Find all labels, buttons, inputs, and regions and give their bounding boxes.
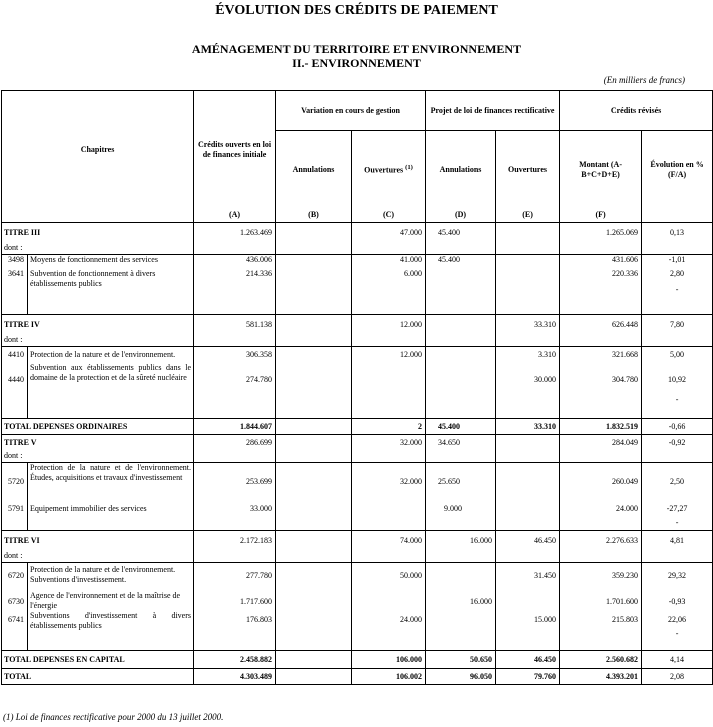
table-row: TITRE V 286.699 32.000 34.650 284.049 -0,92 (2, 435, 713, 451)
header-annulations-b: Annulations (276, 131, 352, 209)
col-a: (A) (194, 209, 276, 223)
header-evolution: Évolution en % (F/A) (642, 131, 713, 209)
table-row: TITRE VI 2.172.183 74.000 16.000 46.450 2.276.633 4,81 (2, 531, 713, 551)
col-c: (C) (352, 209, 426, 223)
col-d: (D) (426, 209, 496, 223)
table-row: TITRE IV 581.138 12.000 33.310 626.448 7,80 (2, 315, 713, 335)
section-title: AMÉNAGEMENT DU TERRITOIRE ET ENVIRONNEMENT (191, 42, 522, 56)
table-row: 6741 Subventions d'investissement à divers établissements publics 176.803 24.000 15.000 215.803 22,06 - (2, 611, 713, 651)
subsection-title: II.- ENVIRONNEMENT (292, 56, 421, 70)
footnote: (1) Loi de finances rectificative pour 2000 du 13 juillet 2000. (3, 712, 224, 722)
header-credits-revises: Crédits révisés (560, 91, 713, 131)
table-row: 5720 Protection de la nature et de l'environnement. Études, acquisitions et travaux d'investissement 253.699 32.000 25.650 260.049 2,50 (2, 463, 713, 501)
table-row: 6730 Agence de l'environnement et de la maîtrise de l'énergie 1.717.600 16.000 1.701.600 -0,93 (2, 589, 713, 611)
header-montant: Montant (A-B+C+D+E) (560, 131, 642, 209)
table-row: TITRE III 1.263.469 47.000 45.400 1.265.069 0,13 (2, 223, 713, 243)
table-row: TOTAL 4.303.489 106.002 96.050 79.760 4.393.201 2,08 (2, 669, 713, 685)
header-chapitres: Chapitres (2, 91, 194, 209)
header-ouvertures-e: Ouvertures (496, 131, 560, 209)
table-row: TOTAL DEPENSES ORDINAIRES 1.844.607 2 45.400 33.310 1.832.519 -0,66 (2, 419, 713, 435)
col-b: (B) (276, 209, 352, 223)
credits-table: Chapitres Crédits ouverts en loi de finances initiale Variation en cours de gestion Projet de loi de finances rectificative Crédits révisés Annulations Ouvertures $^{(1)}$ Annulations Ouvertures Montant (A-B+C+D+E) Évolution en % (F/A) (A) (B) (C) (D) (E) (F) TITRE III 1.263.469 47.000 45.400 1.265.069 0,13 dont : 3498 Moyens de fonctionnement des services 436.006 41.000 45.400 431.606 -1,01 3641 Subvention de fonctionnement à divers établissements publics 214.336 6.000 220.336 2,80 - TITRE IV 581.138 12.000 33.310 626.448 7,80 dont : 4410 Protection de la nature et de l'environnement. 306.358 12.000 3.310 321.668 5,00 4440 Subvention aux établissements publics dans le domaine de la protection et de la sûreté nucléaire 274.780 30.000 304.780 10,92 - TOTAL DEPENSES ORDINAIRES 1.844.607 2 45.400 33.310 1.832.519 -0,66 TITRE V 286.699 32.000 34.650 284.049 -0,92 dont : 5720 Protection de la nature et de l'environnement. Études, acquisitions et travaux d'investissement 253.699 32.000 25.650 260.049 2,50 5791 Equipement immobilier des services 33.000 9.000 24.000 -27,27 - TITRE VI 2.172.183 74.000 16.000 46.450 2.276.633 4,81 dont : 6720 Protection de la nature et de l'environnement. Subventions d'investissement. 277.780 50.000 31.450 359.230 29,32 6730 Agence de l'environnement et de la maîtrise de l'énergie 1.717.600 16.000 1.701.600 -0,93 6741 Subventions d'investissement à divers établissements publics 176.803 24.000 15.000 215.803 22,06 - TOTAL DEPENSES EN CAPITAL 2.458.882 106.000 50.650 46.450 2.560.682 4,14 TOTAL 4.303.489 106.002 96.050 79.760 4.393.201 2,08 (1, 90, 713, 685)
header-annulations-d: Annulations (426, 131, 496, 209)
page-title: ÉVOLUTION DES CRÉDITS DE PAIEMENT (215, 3, 498, 18)
table-row: 3641 Subvention de fonctionnement à divers établissements publics 214.336 6.000 220.336 2,80 - (2, 269, 713, 315)
header-ouvertures-c: Ouvertures $^{(1)}$ (352, 131, 426, 209)
footnote-ref: (1) (405, 164, 413, 172)
unit-note: (En milliers de francs) (603, 75, 685, 85)
col-f: (F) (560, 209, 642, 223)
table-row: 3498 Moyens de fonctionnement des services 436.006 41.000 45.400 431.606 -1,01 (2, 255, 713, 269)
table-row: 5791 Equipement immobilier des services 33.000 9.000 24.000 -27,27 - (2, 501, 713, 531)
col-e: (E) (496, 209, 560, 223)
header-variation: Variation en cours de gestion (276, 91, 426, 131)
header-projet: Projet de loi de finances rectificative (426, 91, 560, 131)
header-credits-ouverts: Crédits ouverts en loi de finances initiale (194, 91, 276, 209)
table-row: 4440 Subvention aux établissements publics dans le domaine de la protection et de la sûreté nucléaire 274.780 30.000 304.780 10,92 - (2, 363, 713, 419)
table-row: TOTAL DEPENSES EN CAPITAL 2.458.882 106.000 50.650 46.450 2.560.682 4,14 (2, 651, 713, 669)
table-row: 4410 Protection de la nature et de l'environnement. 306.358 12.000 3.310 321.668 5,00 (2, 347, 713, 363)
table-row: 6720 Protection de la nature et de l'environnement. Subventions d'investissement. 277.780 50.000 31.450 359.230 29,32 (2, 563, 713, 589)
